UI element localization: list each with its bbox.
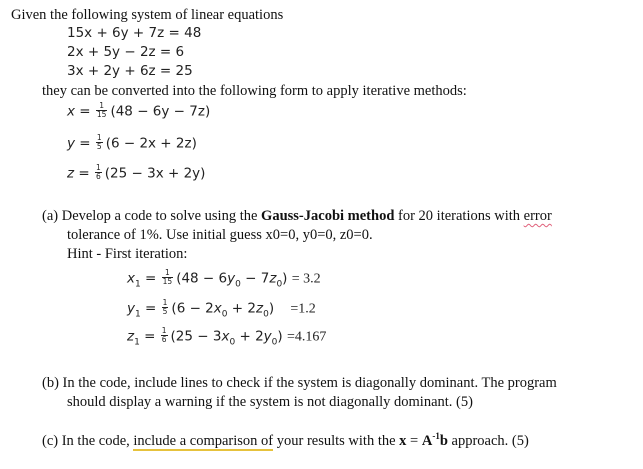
part-a-line1: (a) Develop a code to solve using the Gauss-Jacobi method for 20 iterations with error — [42, 208, 552, 224]
equation-1 — [67, 27, 201, 41]
iteration-result: =4.167 — [286, 329, 327, 345]
form-x: x = $\frac{1}{15}$ (48 − 6y − 7z) — [67, 101, 211, 120]
formula-a: A — [421, 432, 433, 449]
form-expr: (6 − 2x + 2z) — [105, 135, 197, 152]
equation-3 — [67, 65, 193, 79]
part-b-line1: (b) In the code, include lines to check if the system is diagonally dominant. The program — [42, 375, 557, 391]
iteration-result: =1.2 — [290, 301, 316, 317]
hint-text: Hint - First iteration: — [67, 246, 188, 262]
spelling-flag: error — [523, 208, 552, 224]
fraction: $\frac{1}{15}$ — [162, 268, 173, 286]
equation-rhs: = 25 — [159, 63, 193, 79]
equation-rhs: = 6 — [159, 44, 185, 60]
fraction: $\frac{1}{15}$ — [96, 101, 107, 119]
formula-x: x — [399, 432, 407, 449]
fraction: $\frac{1}{6}$ — [161, 326, 167, 344]
form-expr: (48 − 6y − 7z) — [110, 103, 211, 120]
form-y: y = $\frac{1}{5}$ (6 − 2x + 2z) — [67, 133, 197, 152]
equation-lhs: 15x + 6y + 7z — [67, 25, 165, 41]
iteration-x: $x_1$ = $\frac{1}{15}$ $(48 - 6y_0 - 7z_0) = 3.2$ — [127, 268, 321, 290]
part-b-line2: should display a warning if the system is not diagonally dominant. (5) — [67, 394, 473, 410]
equation-rhs: = 48 — [168, 25, 202, 41]
part-a-line2: tolerance of 1%. Use initial guess x0=0, y0=0, z0=0. — [67, 227, 373, 243]
fraction: $\frac{1}{5}$ — [162, 298, 168, 316]
part-c-line: (c) In the code, include a comparison of your results with the $x = A^{-1}b$ approach. (5) — [42, 431, 529, 449]
form-expr: (25 − 3x + 2y) — [104, 165, 206, 182]
converted-text: they can be converted into the following form to apply iterative methods: — [42, 83, 467, 99]
equation-lhs: 3x + 2y + 6z — [67, 63, 156, 79]
grammar-flag: include a comparison of — [133, 432, 274, 449]
fraction: $\frac{1}{6}$ — [96, 163, 101, 181]
equation-lhs: 2x + 5y − 2z — [67, 44, 156, 60]
formula-b: b — [439, 432, 448, 449]
form-z: z = $\frac{1}{6}$ (25 − 3x + 2y) — [67, 163, 206, 182]
iteration-result: = 3.2 — [291, 271, 321, 287]
form-var: x — [67, 103, 75, 120]
fraction: $\frac{1}{5}$ — [96, 133, 102, 151]
intro-text: Given the following system of linear equations — [11, 7, 284, 23]
method-name: Gauss-Jacobi method — [261, 208, 395, 224]
iteration-y: $y_1$ = $\frac{1}{5}$ $(6 - 2x_0 + 2z_0) =1.2$ — [127, 298, 316, 320]
iteration-z: $z_1$ = $\frac{1}{6}$ $(25 - 3x_0 + 2y_0) =4.167$ — [127, 326, 327, 348]
form-var: y — [67, 135, 75, 152]
equation-2 — [67, 46, 184, 60]
form-var: z — [67, 165, 75, 182]
